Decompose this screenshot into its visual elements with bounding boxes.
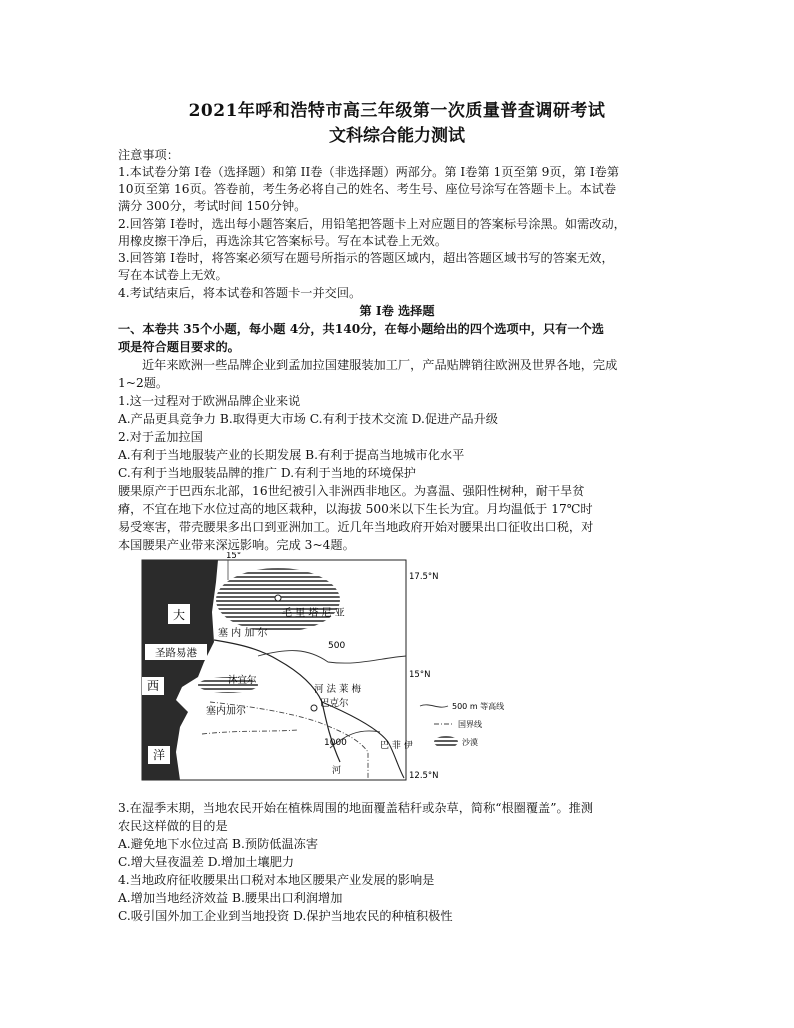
notes-heading: 注意事项： (118, 148, 179, 162)
question-options: A.有利于当地服装产业的长期发展 B.有利于提高当地城市化水平 (118, 448, 465, 462)
note-line: 10页至第 16页。答卷前，考生务必将自己的姓名、考生号、座位号涂写在答题卡上。本试卷 (118, 182, 617, 196)
passage-text: 1~2题。 (118, 376, 169, 390)
legend-border-label: 国界线 (458, 720, 482, 729)
question-options: C.有利于当地服装品牌的推广 D.有利于当地的环境保护 (118, 466, 416, 480)
section-instruction: 项是符合题目要求的。 (118, 340, 240, 354)
question-stem: 1.这一过程对于欧洲品牌企业来说 (118, 394, 301, 408)
question-options: A.避免地下水位过高 B.预防低温冻害 (118, 837, 319, 851)
section-instruction: 一、本卷共 35个小题，每小题 4分，共140分，在每小题给出的四个选项中，只有一个选 (118, 322, 604, 336)
passage-text: 易受寒害，带壳腰果多出口到亚洲加工。近几年当地政府开始对腰果出口征收出口税，对 (118, 520, 594, 534)
passage-text: 瘠，不宜在地下水位过高的地区栽种，以海拔 500米以下生长为宜。月均温低于 17℃时 (118, 502, 593, 516)
ocean-char: 大 (172, 608, 186, 622)
ocean-char: 洋 (152, 748, 166, 762)
lon-label: 15° (226, 552, 242, 561)
senegal-map (118, 552, 518, 788)
lat-label: 12.5°N (409, 771, 439, 781)
legend-desert-label: 沙漠 (462, 738, 478, 747)
country-label: 塞内加尔 (206, 706, 246, 717)
question-options: A.产品更具竞争力 B.取得更大市场 C.有利于技术交流 D.促进产品升级 (118, 412, 498, 426)
river-label: 巴 菲 伊 (380, 741, 413, 751)
question-options: C.增大昼夜温差 D.增加土壤肥力 (118, 855, 295, 869)
passage-text: 腰果原产于巴西东北部，16世纪被引入非洲西非地区。为喜温、强阳性树种，耐干旱贫 (118, 484, 585, 498)
place-marker (311, 705, 317, 711)
country-label: 毛 里 塔 尼 亚 (282, 608, 345, 619)
lat-label: 17.5°N (409, 572, 439, 582)
note-line: 1.本试卷分第 I卷（选择题）和第 II卷（非选择题）两部分。第 I卷第 1页至第 9页，第 I卷第 (118, 165, 620, 179)
place-marker (275, 595, 281, 601)
question-stem: 3.在湿季末期，当地农民开始在植株周围的地面覆盖秸秆或杂草，简称“根圈覆盖”。推测 (118, 801, 594, 815)
note-line: 2.回答第 I卷时，选出每小题答案后，用铅笔把答题卡上对应题目的答案标号涂黑。如需改动， (118, 217, 626, 231)
question-stem: 农民这样做的目的是 (118, 819, 228, 833)
contour-label: 1000 (324, 738, 347, 748)
note-line: 满分 300分，考试时间 150分钟。 (118, 199, 307, 213)
ocean-char: 西 (146, 679, 160, 693)
note-line: 写在本试卷上无效。 (118, 268, 228, 282)
exam-subtitle: 文科综合能力测试 (329, 126, 465, 146)
question-options: C.吸引国外加工企业到当地投资 D.保护当地农民的种植积极性 (118, 909, 453, 923)
contour-label: 500 (328, 641, 346, 651)
question-stem: 2.对于孟加拉国 (118, 430, 203, 444)
passage-text: 近年来欧洲一些品牌企业到孟加拉国建服装加工厂，产品贴牌销往欧洲及世界各地，完成 (142, 358, 618, 372)
river-label: 河 法 莱 梅 (314, 684, 362, 695)
note-line: 4.考试结束后，将本试卷和答题卡一并交回。 (118, 286, 362, 300)
note-line: 用橡皮擦干净后，再选涂其它答案标号。写在本试卷上无效。 (118, 234, 448, 248)
exam-title: 2021年呼和浩特市高三年级第一次质量普查调研考试 (188, 101, 606, 121)
place-label: 沐宜尔 (228, 675, 257, 686)
river-label: 河 (332, 766, 342, 776)
legend-desert-symbol (434, 736, 458, 748)
question-options: A.增加当地经济效益 B.腰果出口利润增加 (118, 891, 343, 905)
passage-text: 本国腰果产业带来深远影响。完成 3~4题。 (118, 538, 355, 552)
river-label: 塞 内 加 尔 (218, 628, 268, 639)
lat-label: 15°N (409, 670, 431, 680)
place-label: 巴克尔 (320, 698, 349, 709)
port-label: 圣路易港 (155, 647, 197, 659)
note-line: 3.回答第 I卷时，将答案必须写在题号所指示的答题区域内，超出答题区域书写的答案无效， (118, 251, 614, 265)
section-title: 第 I卷 选择题 (359, 304, 435, 318)
legend-contour-label: 500 m 等高线 (452, 702, 505, 711)
question-stem: 4.当地政府征收腰果出口税对本地区腰果产业发展的影响是 (118, 873, 435, 887)
